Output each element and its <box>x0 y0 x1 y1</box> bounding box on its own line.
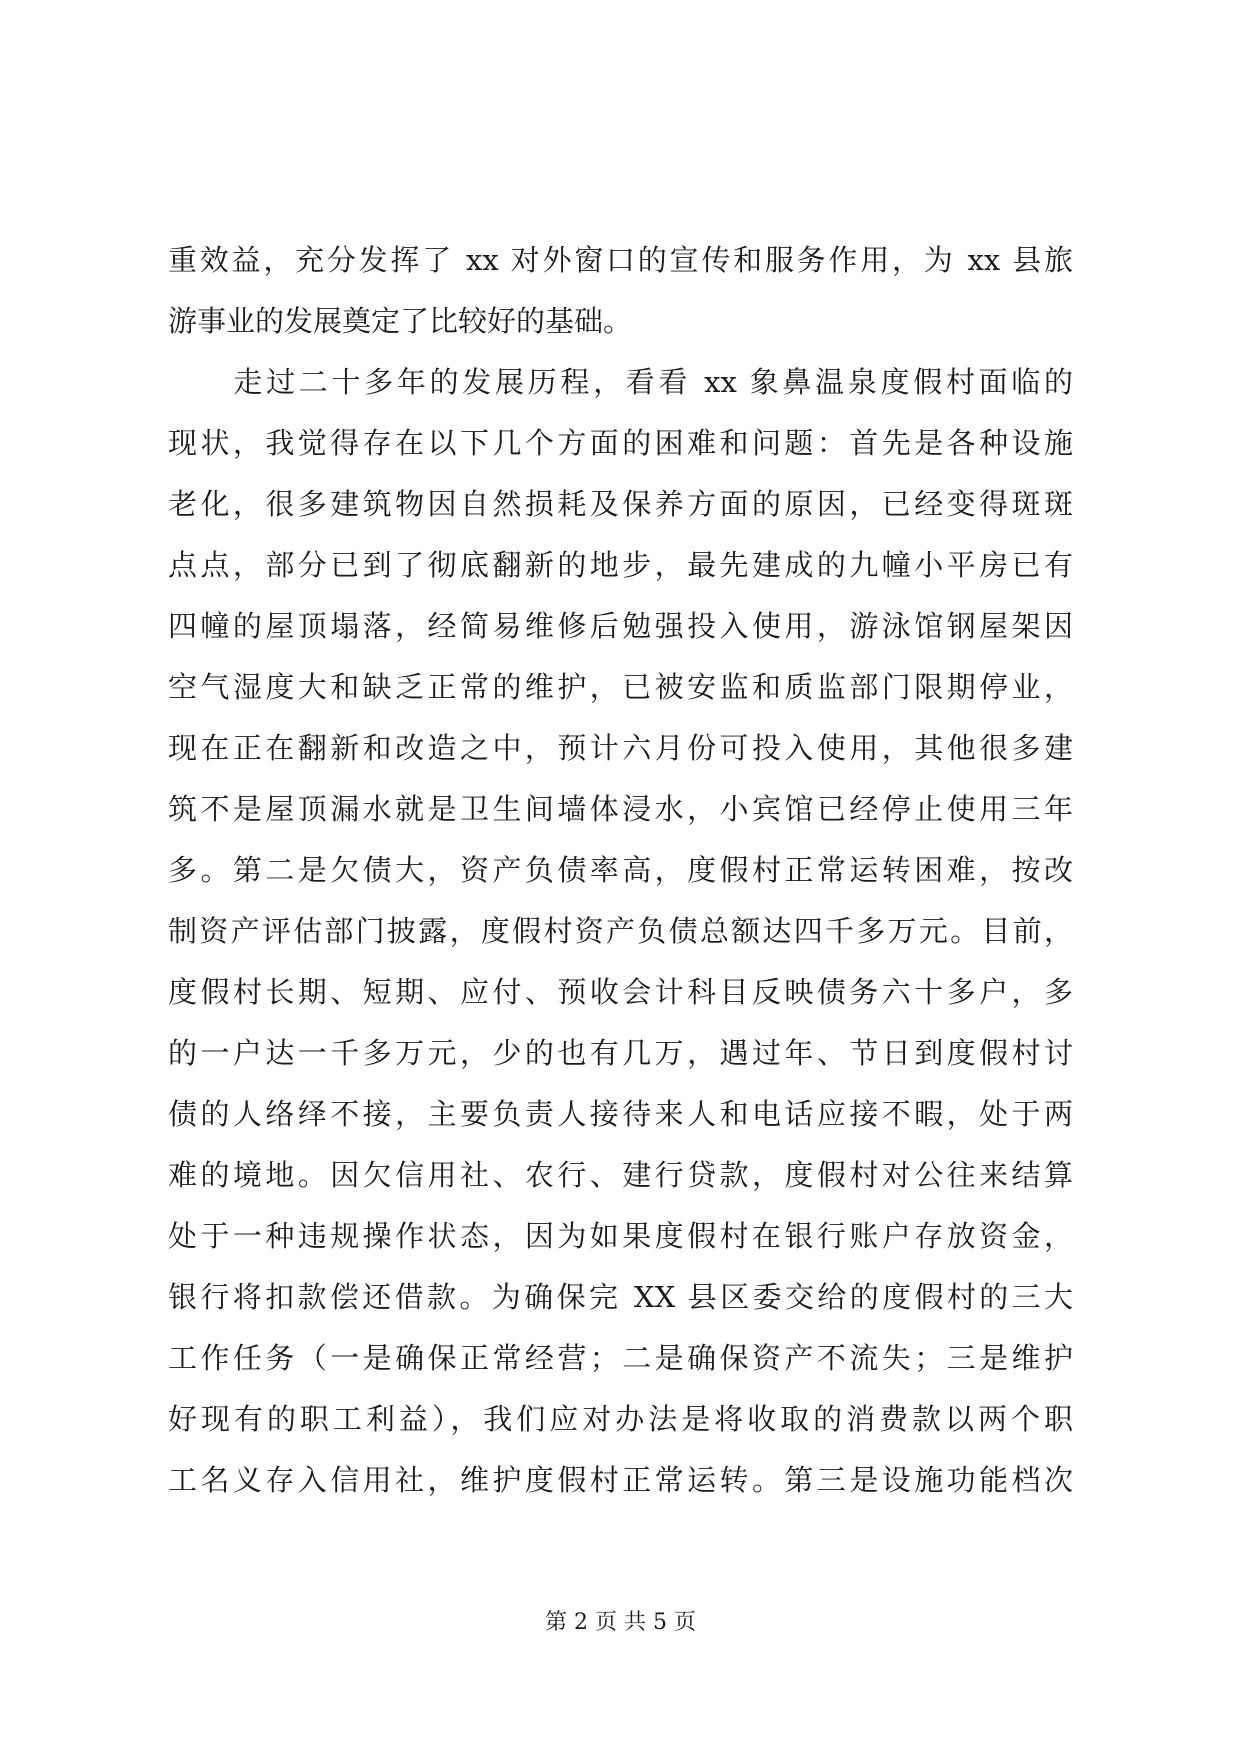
text-line: 多。第二是欠债大，资产负债率高，度假村正常运转困难，按改 <box>168 853 1073 887</box>
text-line: 游事业的发展奠定了比较好的基础。 <box>168 304 633 338</box>
text-line: 四幢的屋顶塌落，经简易维修后勉强投入使用，游泳馆钢屋架因 <box>168 609 1073 643</box>
text-line: 重效益，充分发挥了 xx 对外窗口的宣传和服务作用，为 xx 县旅 <box>168 243 1073 277</box>
text-line: 筑不是屋顶漏水就是卫生间墙体浸水，小宾馆已经停止使用三年 <box>168 792 1073 826</box>
text-line: 制资产评估部门披露，度假村资产负债总额达四千多万元。目前， <box>168 914 1073 948</box>
text-line: 处于一种违规操作状态，因为如果度假村在银行账户存放资金， <box>168 1219 1073 1253</box>
text-line: 现状，我觉得存在以下几个方面的困难和问题：首先是各种设施 <box>168 426 1073 460</box>
page-number-footer: 第 2 页 共 5 页 <box>545 1610 696 1635</box>
text-line: 工名义存入信用社，维护度假村正常运转。第三是设施功能档次 <box>168 1463 1073 1497</box>
text-line: 走过二十多年的发展历程，看看 xx 象鼻温泉度假村面临的 <box>168 365 1073 399</box>
text-line: 老化，很多建筑物因自然损耗及保养方面的原因，已经变得斑斑 <box>168 487 1073 521</box>
text-line: 现在正在翻新和改造之中，预计六月份可投入使用，其他很多建 <box>168 731 1073 765</box>
text-line: 度假村长期、短期、应付、预收会计科目反映债务六十多户，多 <box>168 975 1073 1009</box>
text-line: 债的人络绎不接，主要负责人接待来人和电话应接不暇，处于两 <box>168 1097 1073 1131</box>
body-text <box>168 230 1073 1511</box>
text-line: 的一户达一千多万元，少的也有几万，遇过年、节日到度假村讨 <box>168 1036 1073 1070</box>
text-line: 好现有的职工利益），我们应对办法是将收取的消费款以两个职 <box>168 1402 1073 1436</box>
text-line: 工作任务（一是确保正常经营；二是确保资产不流失；三是维护 <box>168 1341 1073 1375</box>
text-line: 点点，部分已到了彻底翻新的地步，最先建成的九幢小平房已有 <box>168 548 1073 582</box>
text-line: 空气湿度大和缺乏正常的维护，已被安监和质监部门限期停业， <box>168 670 1073 704</box>
text-line: 难的境地。因欠信用社、农行、建行贷款，度假村对公往来结算 <box>168 1158 1073 1192</box>
text-line: 银行将扣款偿还借款。为确保完 XX 县区委交给的度假村的三大 <box>168 1280 1073 1314</box>
